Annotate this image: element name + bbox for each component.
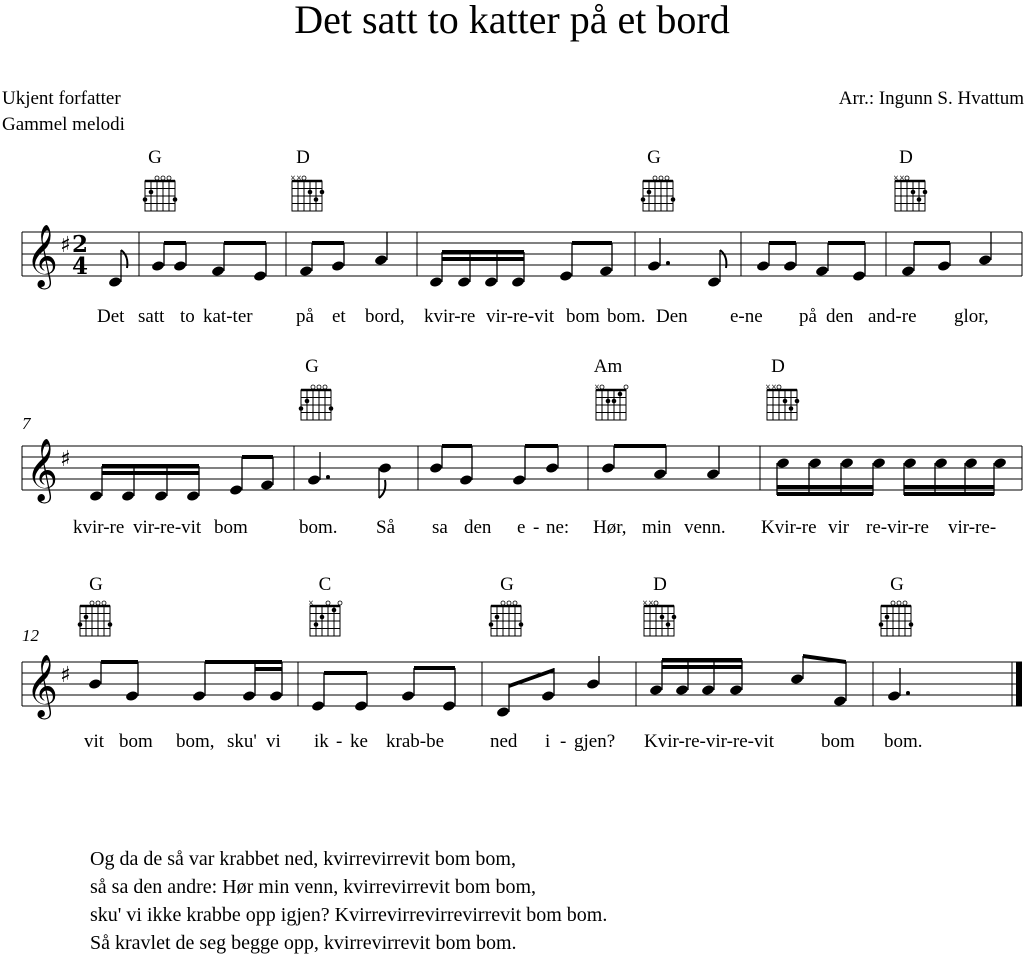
lyric-syllable: bom. [299, 517, 338, 538]
lyric-syllable: bom. [884, 731, 923, 752]
lyric-syllable: krab-be [386, 731, 445, 752]
chord-symbol: D [771, 356, 785, 377]
chord-diagram-G [641, 176, 676, 211]
svg-text:𝄞: 𝄞 [26, 224, 58, 287]
lyric-syllable: vi [266, 731, 281, 752]
lyric-syllable: kat-ter [203, 306, 253, 327]
svg-text:𝄞: 𝄞 [26, 654, 58, 717]
lyric-syllable: e-ne [730, 306, 763, 327]
lyric-syllable: Kvir-re [761, 517, 817, 538]
lyric-syllable: den [826, 306, 854, 327]
lyric-syllable: i [545, 731, 551, 752]
lyric-syllable: vit [84, 731, 105, 752]
lyric-syllable: re-vir-re [866, 517, 929, 538]
chord-diagram-G [489, 601, 524, 636]
lyric-syllable: Det [97, 306, 125, 327]
chord-diagram-D [765, 383, 799, 420]
chord-diagram-C [308, 599, 342, 636]
lyric-syllable: venn. [684, 517, 726, 538]
chord-symbol: G [148, 147, 162, 168]
svg-text:2: 2 [72, 231, 89, 258]
chord-symbol: Am [593, 356, 623, 377]
lyric-syllable: kvir-re [73, 517, 125, 538]
chord-symbol: G [500, 574, 514, 595]
lyric-syllable: sku' [227, 731, 257, 752]
lyric-syllable: min [642, 517, 672, 538]
svg-text:𝄞: 𝄞 [26, 438, 58, 501]
lyric-syllable: på [799, 306, 817, 327]
chord-diagram-G [78, 601, 113, 636]
lyric-syllable: ne: [546, 517, 570, 538]
lyric-syllable: gjen? [574, 731, 616, 752]
chord-symbol: C [318, 574, 332, 595]
lyric-syllable: bom, [176, 731, 215, 752]
lyric-syllable: bom [214, 517, 248, 538]
lyric-syllable: Kvir-re-vir-re-vit [644, 731, 775, 752]
lyric-syllable: ke [350, 731, 368, 752]
arranger-credit: Arr.: Ingunn S. Hvattum [838, 88, 1024, 109]
measure-number: 12 [22, 626, 39, 645]
chord-diagram-D [893, 174, 927, 211]
lyric-syllable: et [332, 306, 346, 327]
verse-line: Og da de så var krabbet ned, kvirrevirrevit bom bom, [90, 848, 516, 870]
lyric-syllable: kvir-re [424, 306, 476, 327]
chord-symbol: G [647, 147, 661, 168]
lyric-syllable: glor, [954, 306, 989, 327]
lyric-syllable: satt [138, 306, 165, 327]
lyric-syllable: sa [432, 517, 448, 538]
svg-text:4: 4 [72, 253, 89, 280]
chord-diagram-D [642, 599, 676, 636]
lyric-syllable: ned [490, 731, 518, 752]
lyric-syllable: bord, [365, 306, 405, 327]
chord-diagram-Am [594, 383, 628, 420]
lyric-syllable: bom [821, 731, 855, 752]
lyric-syllable: vir-re- [948, 517, 997, 538]
chord-diagram-D [290, 174, 324, 211]
chord-diagram-G [143, 176, 178, 211]
lyric-syllable: bom [566, 306, 600, 327]
melody-credit: Gammel melodi [2, 114, 125, 135]
lyric-syllable: - [336, 731, 343, 752]
lyric-syllable: Så [376, 517, 395, 538]
chord-diagram-G [299, 385, 334, 420]
lyric-syllable: vir-re-vit [133, 517, 202, 538]
lyricist-credit: Ukjent forfatter [2, 88, 121, 109]
chord-symbol: D [899, 147, 913, 168]
chord-symbol: D [653, 574, 667, 595]
lyric-syllable: - [560, 731, 567, 752]
verse-line: så sa den andre: Hør min venn, kvirrevirrevit bom bom, [90, 876, 536, 898]
song-title: Det satt to katter på et bord [294, 0, 730, 42]
chord-symbol: G [890, 574, 904, 595]
svg-text:♯: ♯ [60, 232, 71, 258]
verse-line: sku' vi ikke krabbe opp igjen? Kvirrevirrevirrevirrevit bom bom. [90, 904, 608, 926]
chord-diagram-G [879, 601, 914, 636]
lyric-syllable: Hør, [593, 517, 627, 538]
chord-symbol: G [305, 356, 319, 377]
measure-number: 7 [22, 414, 31, 433]
chord-symbol: G [89, 574, 103, 595]
lyric-syllable: på [296, 306, 314, 327]
lyric-syllable: and-re [868, 306, 917, 327]
lyric-syllable: to [180, 306, 195, 327]
lyric-syllable: ik [314, 731, 329, 752]
svg-text:♯: ♯ [60, 662, 71, 688]
svg-text:♯: ♯ [60, 446, 71, 472]
verse-line: Så kravlet de seg begge opp, kvirrevirrevit bom bom. [90, 932, 517, 954]
lyric-syllable: vir-re-vit [486, 306, 555, 327]
lyric-syllable: - [533, 517, 540, 538]
lyric-syllable: bom [119, 731, 153, 752]
chord-symbol: D [296, 147, 310, 168]
lyric-syllable: Den [656, 306, 688, 327]
lyric-syllable: vir [828, 517, 850, 538]
lyric-syllable: den [464, 517, 492, 538]
lyric-syllable: e [517, 517, 526, 538]
lyric-syllable: bom. [607, 306, 646, 327]
